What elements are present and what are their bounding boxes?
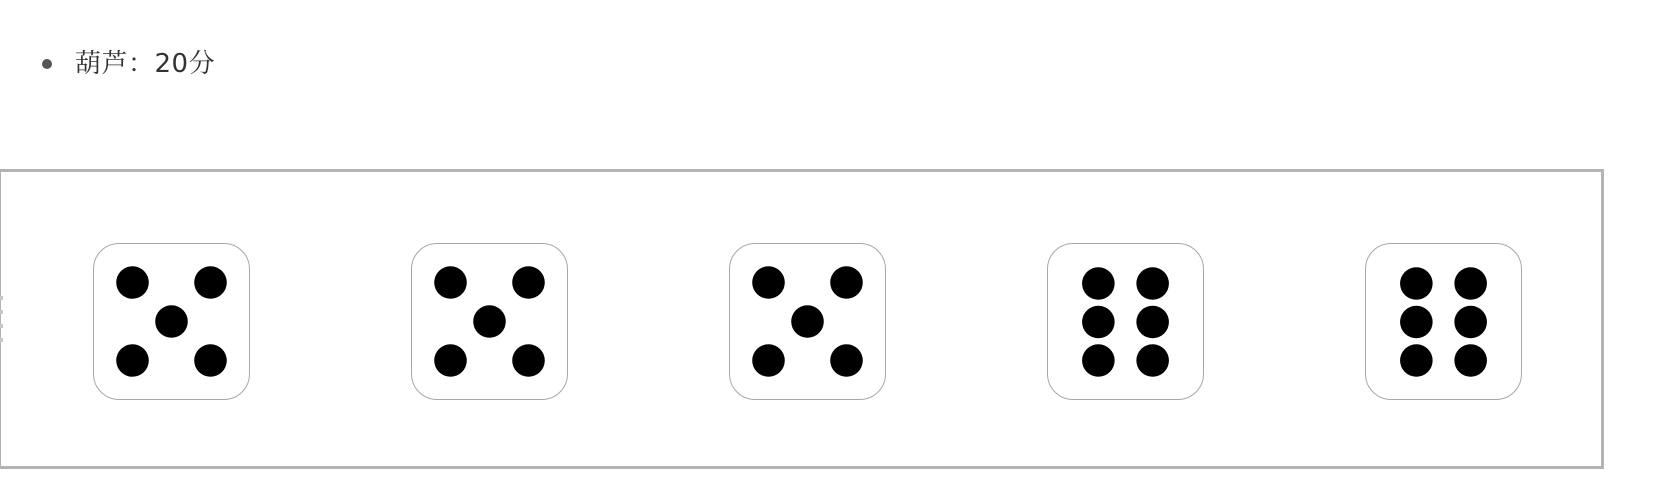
die-pip bbox=[194, 344, 227, 377]
die-5 bbox=[1365, 243, 1522, 400]
die-pip bbox=[155, 305, 188, 338]
die-pip bbox=[473, 305, 506, 338]
die-2 bbox=[411, 243, 568, 400]
die-pip bbox=[1454, 267, 1487, 300]
die-3 bbox=[729, 243, 886, 400]
die-pip bbox=[830, 344, 863, 377]
die-pip bbox=[1136, 306, 1169, 339]
list-item bbox=[42, 44, 215, 84]
die-pip bbox=[512, 344, 545, 377]
die-pip bbox=[1400, 267, 1433, 300]
die-1 bbox=[93, 243, 250, 400]
die-4 bbox=[1047, 243, 1204, 400]
score-rule-text: 葫芦：20分 bbox=[75, 49, 216, 79]
die-pip bbox=[752, 344, 785, 377]
die-pip bbox=[1082, 267, 1115, 300]
die-pip bbox=[434, 344, 467, 377]
die-pip bbox=[830, 266, 863, 299]
die-pip bbox=[116, 266, 149, 299]
die-pip bbox=[434, 266, 467, 299]
die-pip bbox=[116, 344, 149, 377]
die-pip bbox=[752, 266, 785, 299]
bullet-icon bbox=[42, 59, 52, 69]
die-pip bbox=[1454, 306, 1487, 339]
die-pip bbox=[1082, 344, 1115, 377]
die-pip bbox=[512, 266, 545, 299]
die-pip bbox=[194, 266, 227, 299]
edge-mark bbox=[0, 296, 3, 342]
die-pip bbox=[1082, 306, 1115, 339]
die-pip bbox=[1136, 267, 1169, 300]
die-pip bbox=[1454, 344, 1487, 377]
die-pip bbox=[1400, 344, 1433, 377]
die-pip bbox=[1400, 306, 1433, 339]
die-pip bbox=[791, 305, 824, 338]
die-pip bbox=[1136, 344, 1169, 377]
